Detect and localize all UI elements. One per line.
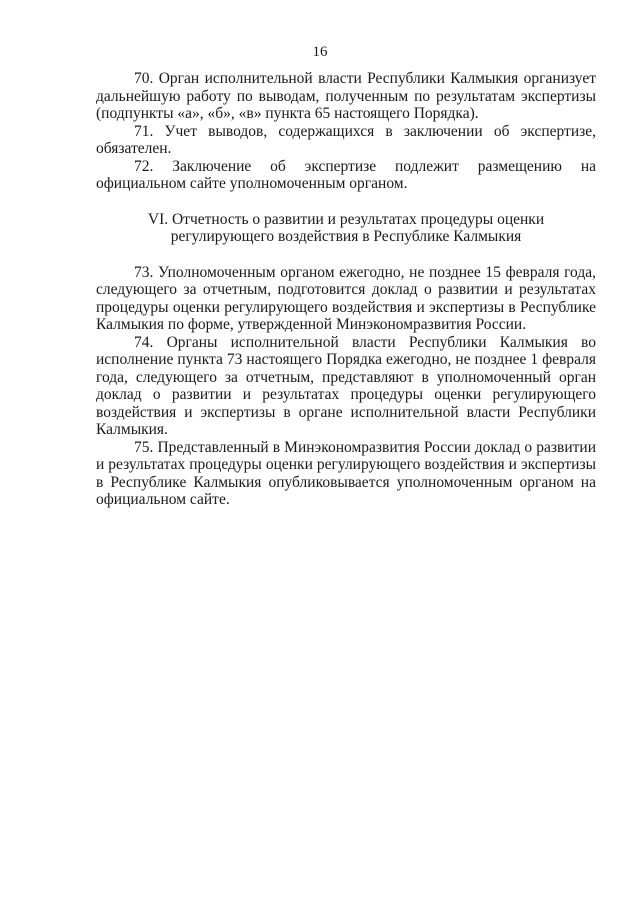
paragraph-70: 70. Орган исполнительной власти Республики Калмыкия организует дальнейшую работу по выводам, полученным по результатам экспертизы (подпункты «а», «б», «в» пункта 65 настоящего Порядка). [96, 70, 596, 122]
document-body [96, 70, 596, 509]
paragraph-73: 73. Уполномоченным органом ежегодно, не позднее 15 февраля года, следующего за отчетным, подготовится доклад о развитии и результатах процедуры оценки регулирующего воздействия и экспертизы в Республике Калмыкия по форме, утвержденной Минэкономразвития России. [96, 263, 596, 333]
paragraph-72: 72. Заключение об экспертизе подлежит размещению на официальном сайте уполномоченным органом. [96, 157, 596, 192]
page-number: 16 [312, 44, 328, 60]
paragraph-75: 75. Представленный в Минэкономразвития России доклад о развитии и результатах процедуры оценки регулирующего воздействия и экспертизы в Республике Калмыкия опубликовывается уполномоченным органом на официальном сайте. [96, 438, 596, 508]
section-title: VI. Отчетность о развитии и результатах процедуры оценки регулирующего воздействия в Республике Калмыкия [147, 210, 545, 245]
paragraph-74: 74. Органы исполнительной власти Республики Калмыкия во исполнение пункта 73 настоящего Порядка ежегодно, не позднее 1 февраля года, следующего за отчетным, представляют в уполномоченный орган доклад о развитии и результатах процедуры оценки регулирующего воздействия и экспертизы в органе исполнительной власти Республики Калмыкия. [96, 333, 596, 438]
paragraph-71: 71. Учет выводов, содержащихся в заключении об экспертизе, обязателен. [96, 122, 596, 157]
